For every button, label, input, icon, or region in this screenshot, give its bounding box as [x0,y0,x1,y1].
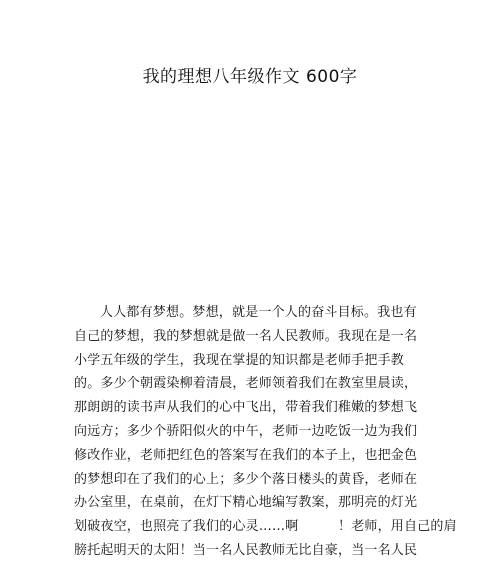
body-line: 那朗朗的读书声从我们的心中飞出，带着我们稚嫩的梦想飞 [74,400,418,416]
body-line: 办公室里，在桌前，在灯下精心地编写教案，那明亮的灯光 [74,495,418,511]
body-line: 的梦想印在了我们的心上；多少个落日楼头的黄昏，老师在 [74,471,418,487]
body-line: 向远方；多少个骄阳似火的中午，老师一边吃饭一边为我们 [74,423,418,439]
body-line: 修改作业，老师把红色的答案写在我们的本子上，也把金色 [74,447,418,463]
document-title: 我的理想八年级作文 600字 [142,67,358,87]
body-line: 自己的梦想，我的梦想就是做一名人民教师。我现在是一名 [74,328,418,344]
document-body [74,301,457,563]
body-line: 人人都有梦想。梦想，就是一个人的奋斗目标。我也有 [100,305,417,320]
body-line: 的。多少个朝霞染柳着清晨，老师领着我们在教室里晨读， [74,376,418,392]
body-line: 膀托起明天的太阳！当一名人民教师无比自豪，当一名人民 [74,542,418,558]
body-line: 划破夜空，也照亮了我们的心灵……啊 ！老师，用自己的肩 [74,519,457,535]
body-line: 小学五年级的学生，我现在掌提的知识都是老师手把手教 [74,352,405,368]
